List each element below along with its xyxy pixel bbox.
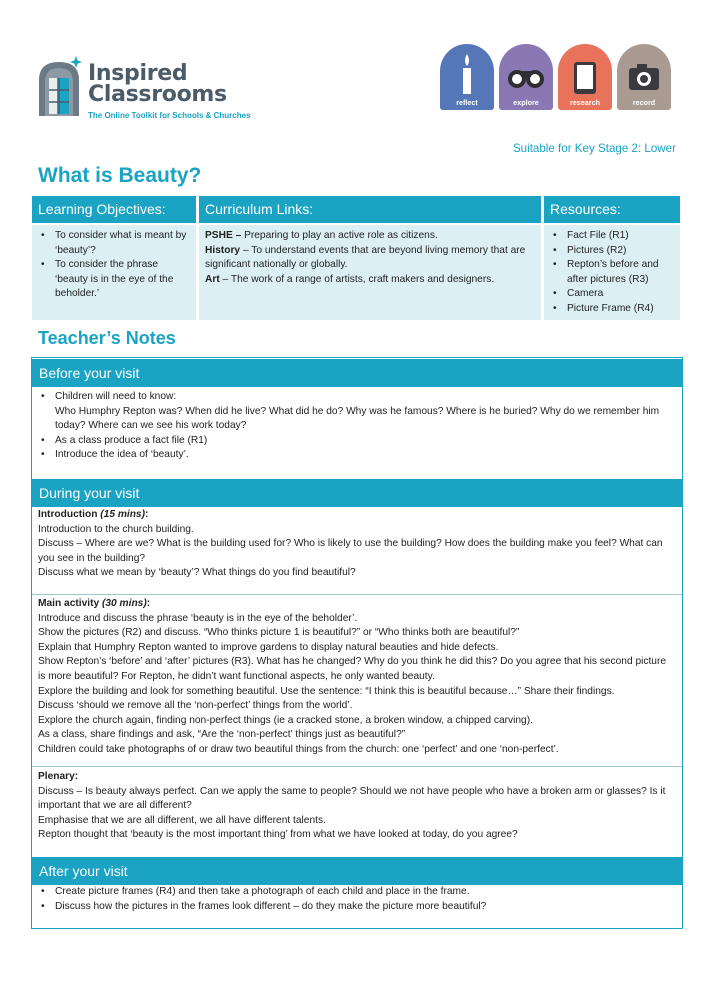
paragraph-line: Emphasise that we are all different, we all have different talents.: [38, 814, 326, 826]
subject-label: PSHE –: [205, 230, 245, 241]
introduction-block: [32, 508, 682, 581]
objective-item: • To consider the phrase ‘beauty is in the eye of the beholder.’: [38, 258, 190, 302]
paragraph-line: Children could take photographs of or draw two beautiful things from the church: one ‘perfect’ and one ‘non-perfect’.: [38, 743, 559, 755]
paragraph-line: Repton thought that ‘beauty is the most important thing’ from what we have looked at today, do you agree?: [38, 829, 518, 841]
reflect-icon[interactable]: [440, 44, 494, 110]
church-door-icon: [36, 56, 82, 118]
before-visit-header: Before your visit: [32, 359, 682, 387]
divider: [32, 594, 682, 595]
reflect-label: reflect: [456, 98, 478, 107]
resources-cell: [544, 225, 680, 320]
record-icon[interactable]: [617, 44, 671, 110]
resource-item: • Fact File (R1): [550, 229, 674, 244]
paragraph-line: Explain that Humphry Repton wanted to improve gardens to display natural beauties and hide defects.: [38, 641, 499, 653]
paragraph-line: Discuss what we mean by ‘beauty’? What things do you find beautiful?: [38, 567, 356, 579]
list-item: • Discuss how the pictures in the frames look different – do they make the picture more beautiful?: [38, 900, 676, 915]
list-item: • Create picture frames (R4) and then take a photograph of each child and place in the frame.: [38, 885, 676, 900]
curriculum-pshe: [205, 229, 535, 244]
curriculum-art: [205, 273, 535, 288]
main-title: Main activity: [38, 598, 100, 609]
paragraph-line: Discuss – Is beauty always perfect. Can we apply the same to people? Should we not have people who have a broken arm or glasses? Is it important that we are all different?: [38, 785, 666, 812]
curriculum-links-header: Curriculum Links:: [199, 196, 541, 223]
before-intro: Children will need to know:: [55, 391, 177, 402]
resource-item: • Repton’s before and after pictures (R3): [550, 258, 674, 287]
research-label: research: [570, 98, 600, 107]
research-icon[interactable]: [558, 44, 612, 110]
list-item: • Introduce the idea of ‘beauty’.: [38, 448, 676, 463]
main-colon: :: [146, 598, 151, 609]
list-item: [38, 390, 676, 434]
explore-label: explore: [513, 98, 539, 107]
teachers-notes-heading: Teacher’s Notes: [38, 328, 176, 348]
main-activity-title: [38, 597, 676, 612]
subject-text: Preparing to play an active role as citizens.: [244, 230, 438, 241]
plenary-title: Plenary:: [38, 771, 79, 782]
resource-item: • Camera: [550, 287, 674, 302]
paragraph-line: Show Repton’s ‘before’ and ‘after’ pictures (R3). What has he changed? Why do you think he did this? Do you agree that his second picture is more beautiful? For Repton, he didn’t want functional aspects, he only wanted beauty.: [38, 656, 667, 682]
logo-tagline: The Online Toolkit for Schools & Churches: [88, 111, 251, 120]
subject-text: – To understand events that are beyond living memory that are significant nationally or globally.: [205, 244, 526, 271]
paragraph-line: Introduce and discuss the phrase ‘beauty is in the eye of the beholder’.: [38, 612, 358, 624]
learning-objectives-cell: [32, 225, 196, 320]
main-time: (30 mins): [102, 598, 147, 609]
logo-wordmark-classrooms: Classrooms: [88, 82, 227, 107]
paragraph-line: Explore the church again, finding non-perfect things (ie a cracked stone, a broken window, a chipped carving).: [38, 714, 533, 726]
paragraph-line: Explore the building and look for something beautiful. Use the sentence: “I think this is beautiful because…” Share their findings.: [38, 685, 615, 697]
paragraph-line: Show the pictures (R2) and discuss. “Who thinks picture 1 is beautiful?” or “Who thinks both are beautiful?”: [38, 627, 520, 639]
during-visit-header: During your visit: [32, 479, 682, 507]
inspired-classrooms-logo: [36, 50, 296, 125]
curriculum-links-cell: [199, 225, 541, 320]
list-item: • As a class produce a fact file (R1): [38, 434, 676, 449]
resource-item: • Pictures (R2): [550, 244, 674, 259]
page-title: What is Beauty?: [38, 164, 202, 187]
learning-objectives-header: Learning Objectives:: [32, 196, 196, 223]
resource-item: • Picture Frame (R4): [550, 302, 674, 317]
explore-icon[interactable]: [499, 44, 553, 110]
paragraph-line: Discuss – Where are we? What is the building used for? Who is likely to use the building? How does the building make you feel? What can you see in the building?: [38, 538, 663, 564]
intro-time: (15 mins): [100, 509, 145, 520]
logo-wordmark-inspired: Inspired: [88, 61, 188, 86]
divider: [32, 766, 682, 767]
intro-colon: :: [145, 509, 149, 520]
plenary-block: [32, 770, 682, 843]
main-activity-block: [32, 597, 682, 758]
subject-label: History: [205, 244, 241, 256]
before-visit-content: [32, 390, 682, 463]
key-stage-label: Suitable for Key Stage 2: Lower: [512, 142, 676, 155]
record-label: record: [632, 98, 656, 107]
resources-header: Resources:: [544, 196, 680, 223]
introduction-title: [38, 508, 676, 523]
subject-label: Art: [205, 273, 220, 285]
after-visit-header: After your visit: [32, 857, 682, 885]
paragraph-line: Introduction to the church building.: [38, 523, 194, 535]
after-visit-content: [32, 885, 682, 914]
curriculum-history: [205, 244, 535, 273]
paragraph-line: Discuss ‘should we remove all the ‘non-perfect’ things from the world’.: [38, 700, 353, 712]
subject-text: – The work of a range of artists, craft makers and designers.: [219, 273, 495, 285]
paragraph-line: As a class, share findings and ask, “Are the ‘non-perfect’ things just as beautiful?”: [38, 729, 406, 741]
intro-title: Introduction: [38, 509, 98, 520]
objective-item: • To consider what is meant by ‘beauty’?: [38, 229, 190, 258]
before-questions: Who Humphry Repton was? When did he live? What did he do? Why was he famous? Where is he buried? Why do we remember him today? Where can we see his work today?: [55, 405, 660, 432]
